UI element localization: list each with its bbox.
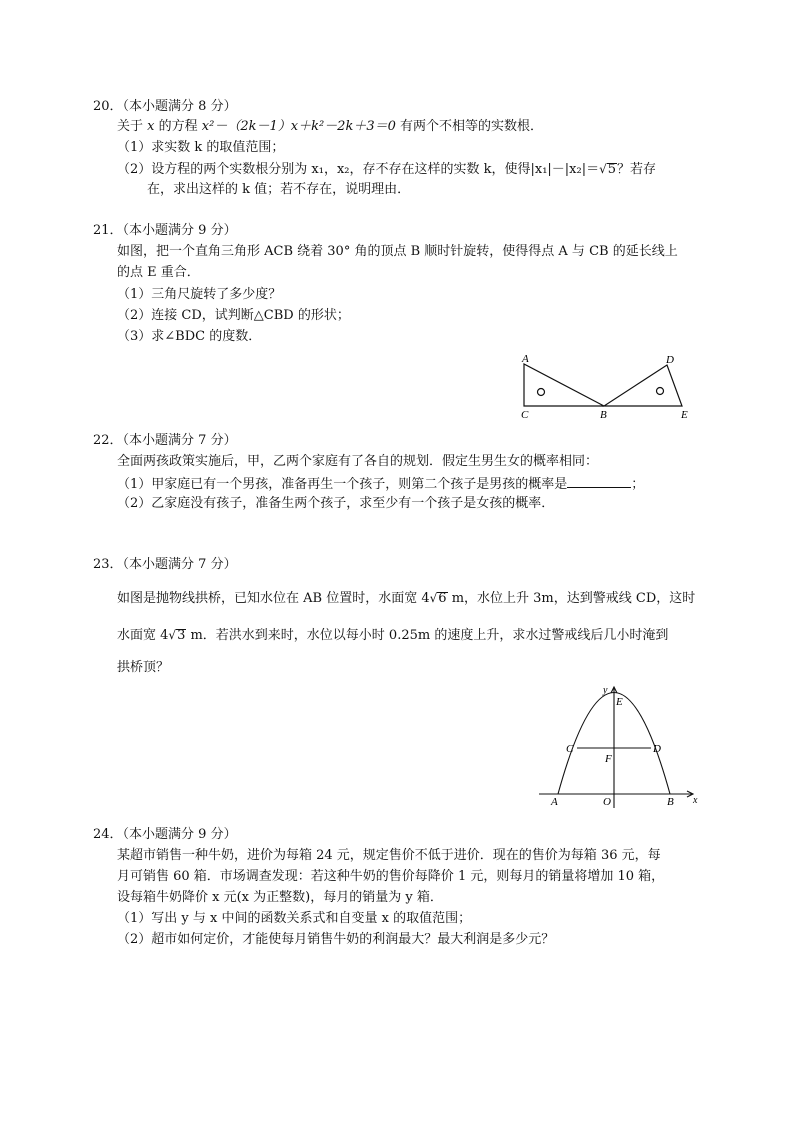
q20-stem-pre: 关于 xyxy=(117,119,144,134)
q22-part2: （2）乙家庭没有孩子，准备生两个孩子，求至少有一个孩子是女孩的概率． xyxy=(117,496,555,511)
q21-label-C: C xyxy=(521,409,529,420)
q21-label-A: A xyxy=(522,353,529,365)
q20-stem-equation: x²－（2k－1）x＋k²－2k＋3＝0 xyxy=(201,119,396,134)
q21-triangle-figure xyxy=(512,350,702,420)
q23-label-x: x xyxy=(693,795,698,806)
q22-answer-blank xyxy=(567,475,631,488)
q23-header: 23．（本小题满分 7 分） xyxy=(93,557,237,572)
q21-part1: （1）三角尺旋转了多少度？ xyxy=(117,287,282,302)
q22-part1-text: （1）甲家庭已有一个男孩，准备再生一个孩子，则第二个孩子是男孩的概率是 xyxy=(117,477,568,492)
q23-line2: 水面宽 4√3 m．若洪水到来时，水位以每小时 0.25m 的速度上升，求水过警戒线后几小时淹到 xyxy=(117,628,669,643)
q22-header: 22．（本小题满分 7 分） xyxy=(93,433,237,448)
q21-label-E: E xyxy=(681,409,688,420)
q21-stem-1: 如图，把一个直角三角形 ACB 绕着 30° 角的顶点 B 顺时针旋转，使得得点 A 与 CB 的延长线上 xyxy=(117,244,678,259)
q24-stem-2: 月可销售 60 箱．市场调查发现：若这种牛奶的售价每降价 1 元，则每月的销量将增加 10 箱， xyxy=(117,869,665,884)
q23-parabola-figure xyxy=(535,683,705,813)
q20-stem-post: 有两个不相等的实数根． xyxy=(400,119,544,134)
q21-label-D: D xyxy=(666,354,674,366)
q24-header: 24．（本小题满分 9 分） xyxy=(93,827,237,842)
q23-line1-a: 如图是抛物线拱桥，已知水位在 AB 位置时，水面宽 4 xyxy=(117,591,430,606)
q24-part2: （2）超市如何定价，才能使每月销售牛奶的利润最大？最大利润是多少元？ xyxy=(117,932,555,947)
q21-part2: （2）连接 CD，试判断△CBD 的形状； xyxy=(117,308,350,323)
q23-label-C: C xyxy=(566,743,574,755)
q21-label-B: B xyxy=(600,409,607,420)
q21-header: 21．（本小题满分 9 分） xyxy=(93,223,237,238)
q20-header: 20．（本小题满分 8 分） xyxy=(93,99,237,114)
q20-part2-sqrt: 5 xyxy=(607,162,617,177)
q20-stem xyxy=(117,119,543,135)
q23-label-D: D xyxy=(653,743,661,755)
q23-line2-a: 水面宽 4 xyxy=(117,628,169,643)
q23-line2-b: m．若洪水到来时，水位以每小时 0.25m 的速度上升，求水过警戒线后几小时淹到 xyxy=(186,628,669,643)
q23-line3: 拱桥顶？ xyxy=(117,660,170,675)
q22-stem: 全面两孩政策实施后，甲，乙两个家庭有了各自的规划．假定生男生女的概率相同： xyxy=(117,454,599,469)
q23-label-B: B xyxy=(667,796,674,808)
q22-part1 xyxy=(117,475,644,493)
q23-label-F: F xyxy=(605,753,612,765)
q20-part2: （2）设方程的两个实数根分别为 x₁，x₂，存不存在这样的实数 k，使得|x₁|－|x₂|＝√5？若存 xyxy=(117,162,657,177)
q20-part1: （1）求实数 k 的取值范围； xyxy=(117,140,285,155)
q23-line1: 如图是抛物线拱桥，已知水位在 AB 位置时，水面宽 4√6 m，水位上升 3m，达到警戒线 CD，这时 xyxy=(117,591,696,606)
q23-label-A: A xyxy=(551,796,558,808)
q23-label-y: y xyxy=(603,685,608,696)
q23-line1-b: m，水位上升 3m，达到警戒线 CD，这时 xyxy=(447,591,696,606)
q20-stem-var: x xyxy=(147,119,155,134)
q23-line2-sqrt: 3 xyxy=(177,628,186,643)
q22-part1-end: ； xyxy=(631,477,645,492)
q24-part1: （1）写出 y 与 x 中间的函数关系式和自变量 x 的取值范围； xyxy=(117,911,472,926)
q23-label-O: O xyxy=(603,796,611,808)
q20-part2-b: ？若存 xyxy=(617,162,657,177)
q20-part2-a: （2）设方程的两个实数根分别为 x₁，x₂，存不存在这样的实数 k，使得|x₁|－|x₂|＝ xyxy=(117,162,600,177)
q23-label-E: E xyxy=(616,696,623,708)
q23-line1-sqrt: 6 xyxy=(438,591,447,606)
q20-part2-cont: 在，求出这样的 k 值；若不存在，说明理由． xyxy=(147,182,411,197)
q24-stem-1: 某超市销售一种牛奶，进价为每箱 24 元，规定售价不低于进价．现在的售价为每箱 36 元，每 xyxy=(117,848,661,863)
q21-part3: （3）求∠BDC 的度数． xyxy=(117,329,262,344)
q20-stem-mid: 的方程 xyxy=(158,119,198,134)
q24-stem-3: 设每箱牛奶降价 x 元(x 为正整数)，每月的销量为 y 箱． xyxy=(117,890,443,905)
q21-stem-2: 的点 E 重合． xyxy=(117,265,200,280)
